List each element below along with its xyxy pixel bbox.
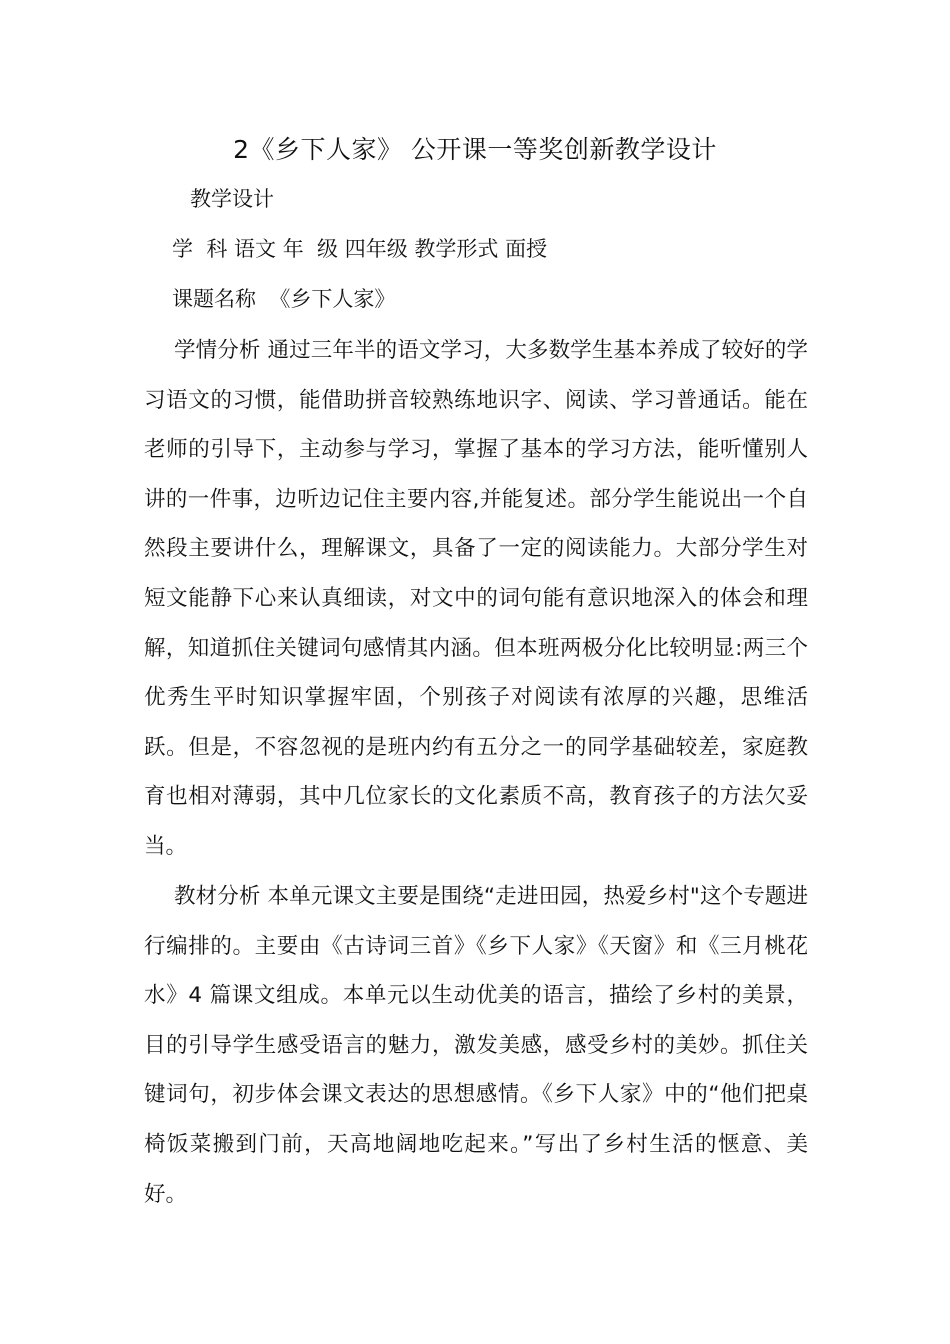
- student-analysis-paragraph: [144, 326, 808, 872]
- material-analysis-label: 教材分析: [174, 884, 261, 909]
- material-analysis-paragraph: [144, 872, 808, 1219]
- material-analysis-text: 本单元课文主要是围绕“走进田园，热爱乡村"这个专题进行编排的。主要由《古诗词三首》《乡下人家》《天窗》和《三月桃花水》4 篇课文组成。本单元以生动优美的语言，描绘了乡村的美景，目的引导学生感受语言的魅力，激发美感，感受乡村的美妙。抓住关键词句，初步体会课文表达的思想感情。《乡下人家》中的“他们把桌椅饭菜搬到门前，天高地阔地吃起来。”写出了乡村生活的惬意、美好。: [144, 884, 809, 1207]
- course-info-line: 学 科 语文 年 级 四年级 教学形式 面授: [172, 237, 548, 261]
- student-analysis-label: 学情分析: [174, 338, 261, 363]
- lesson-title-line: 课题名称 《乡下人家》: [172, 287, 396, 311]
- document-title: 2《乡下人家》 公开课一等奖创新教学设计: [233, 135, 717, 164]
- section-heading: 教学设计: [190, 187, 274, 211]
- student-analysis-text: 通过三年半的语文学习，大多数学生基本养成了较好的学习语文的习惯，能借助拼音较熟练地识字、阅读、学习普通话。能在老师的引导下，主动参与学习，掌握了基本的学习方法，能听懂别人讲的一件事，边听边记住主要内容,并能复述。部分学生能说出一个自然段主要讲什么，理解课文，具备了一定的阅读能力。大部分学生对短文能静下心来认真细读，对文中的词句能有意识地深入的体会和理解，知道抓住关键词句感情其内涵。但本班两极分化比较明显:两三个优秀生平时知识掌握牢固，个别孩子对阅读有浓厚的兴趣，思维活跃。但是，不容忽视的是班内约有五分之一的同学基础较差，家庭教育也相对薄弱，其中几位家长的文化素质不高，教育孩子的方法欠妥当。: [144, 338, 808, 859]
